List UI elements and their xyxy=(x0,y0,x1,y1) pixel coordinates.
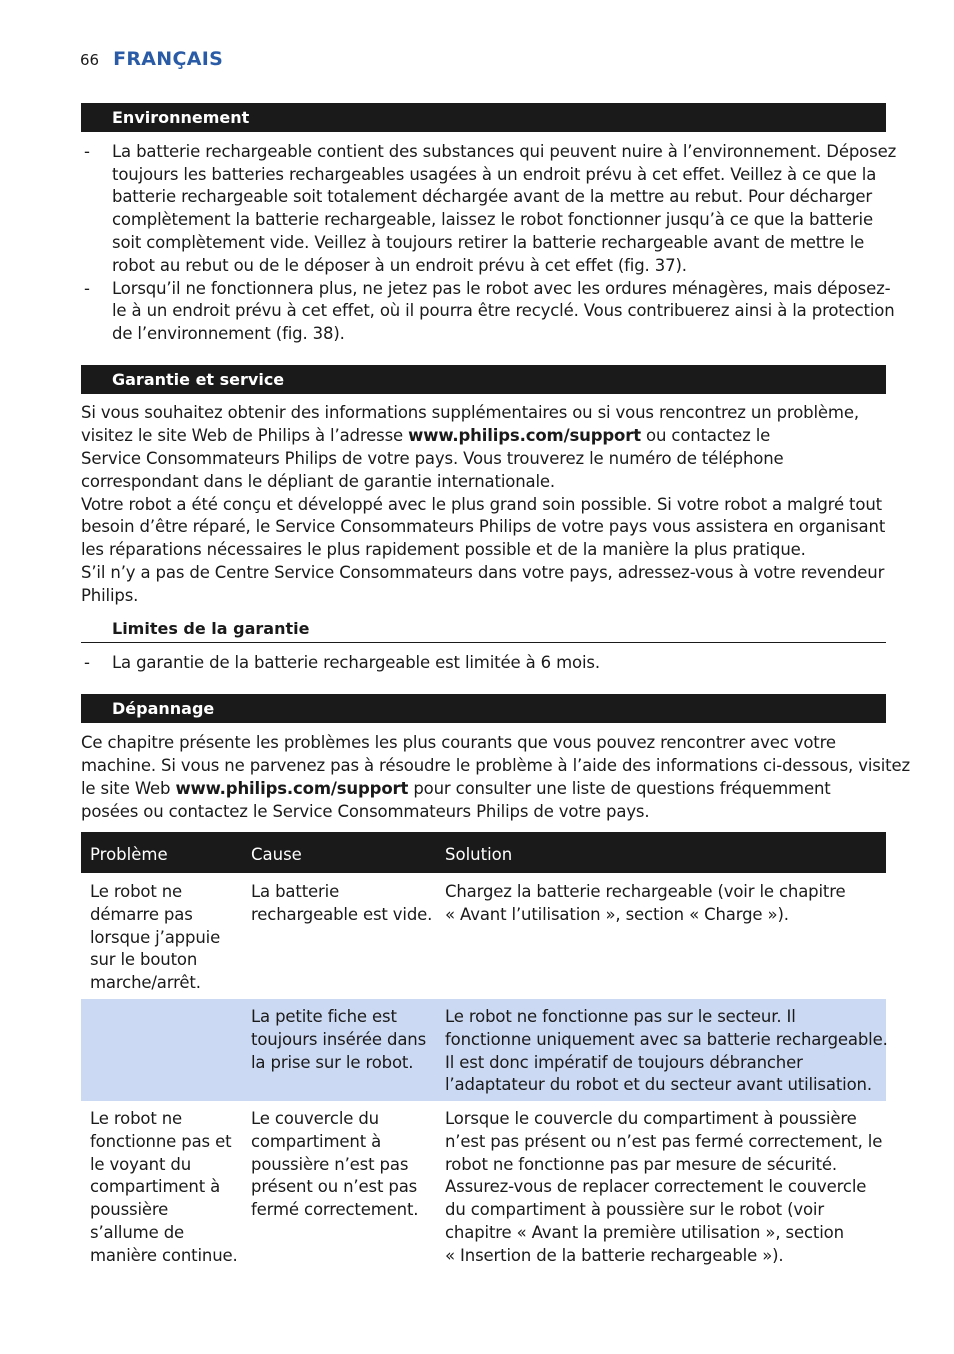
cell-line: fermé correctement. xyxy=(251,1200,419,1220)
text-line: complètement la batterie rechargeable, laissez le robot fonctionner jusqu’à ce que la batterie xyxy=(112,210,873,229)
text-line: correspondant dans le dépliant de garantie internationale. xyxy=(81,472,556,491)
troubleshooting-table xyxy=(81,832,886,1281)
cell-line: poussière n’est pas xyxy=(251,1154,409,1174)
text-span: pour consulter une liste de questions fréquemment xyxy=(408,779,831,798)
section-bar-environnement: Environnement xyxy=(81,103,886,132)
cell-line: robot ne fonctionne pas par mesure de sécurité. xyxy=(445,1154,838,1174)
cell-line: présent ou n’est pas xyxy=(251,1177,418,1197)
support-link[interactable]: www.philips.com/support xyxy=(175,779,409,798)
text-line: Si vous souhaitez obtenir des informations supplémentaires ou si vous rencontrez un problème, xyxy=(81,403,859,422)
text-line: Philips. xyxy=(81,586,139,605)
text-span: ou contactez le xyxy=(640,426,771,445)
text-line: Ce chapitre présente les problèmes les plus courants que vous pouvez rencontrer avec votre xyxy=(81,733,836,752)
text-line: S’il n’y a pas de Centre Service Consommateurs dans votre pays, adressez-vous à votre revendeur xyxy=(81,563,885,582)
cell-cause xyxy=(251,1006,426,1074)
text-line: Service Consommateurs Philips de votre pays. Vous trouverez le numéro de téléphone xyxy=(81,449,784,468)
cell-line: du compartiment à poussière sur le robot (voir xyxy=(445,1200,824,1220)
text-line-with-link xyxy=(81,425,770,448)
header-probleme: Problème xyxy=(90,845,168,864)
text-line: machine. Si vous ne parvenez pas à résoudre le problème à l’aide des informations ci-dessous, visitez xyxy=(81,756,910,775)
text-line: de l’environnement (fig. 38). xyxy=(112,324,345,343)
section-bar-depannage: Dépannage xyxy=(81,694,886,723)
cell-line: La batterie xyxy=(251,882,340,901)
text-line: posées ou contactez le Service Consommateurs Philips de votre pays. xyxy=(81,802,650,821)
cell-line: toujours insérée dans xyxy=(251,1029,427,1049)
cell-line: Le robot ne fonctionne pas sur le secteur. Il xyxy=(445,1007,796,1026)
cell-line: Le couvercle du xyxy=(251,1109,379,1128)
cell-line: n’est pas présent ou n’est pas fermé correctement, le xyxy=(445,1131,883,1151)
text-line: besoin d’être réparé, le Service Consommateurs Philips de votre pays vous assistera en organisant xyxy=(81,517,886,536)
cell-line: s’allume de xyxy=(90,1222,185,1242)
text-line-with-link xyxy=(81,778,831,801)
cell-line: La petite fiche est xyxy=(251,1007,397,1026)
header-cause: Cause xyxy=(251,845,302,864)
subheading-limites: Limites de la garantie xyxy=(81,617,886,643)
bullet-dash: - xyxy=(84,142,90,161)
cell-line: poussière xyxy=(90,1200,169,1220)
cell-line: Assurez-vous de replacer correctement le couvercle xyxy=(445,1177,867,1197)
cell-problem xyxy=(90,881,220,995)
cell-line: « Insertion de la batterie rechargeable »). xyxy=(445,1245,784,1265)
text-line: les réparations nécessaires le plus rapidement possible et de la manière la plus pratique. xyxy=(81,540,806,559)
text-line: Lorsqu’il ne fonctionnera plus, ne jetez pas le robot avec les ordures ménagères, mais déposez- xyxy=(112,279,891,298)
cell-line: marche/arrêt. xyxy=(90,973,201,993)
page-header xyxy=(80,48,223,74)
text-line: robot au rebut ou de le déposer à un endroit prévu à cet effet (fig. 37). xyxy=(112,256,687,275)
bullet-dash: - xyxy=(84,279,90,298)
cell-line: le voyant du xyxy=(90,1154,192,1174)
cell-line: manière continue. xyxy=(90,1245,238,1265)
text-span: le site Web xyxy=(81,779,176,798)
text-line: Votre robot a été conçu et développé avec le plus grand soin possible. Si votre robot a malgré tout xyxy=(81,495,882,514)
cell-line: « Avant l’utilisation », section « Charge »). xyxy=(445,904,789,924)
text-line: le à un endroit prévu à cet effet, où il pourra être recyclé. Vous contribuerez ainsi à la protection xyxy=(112,301,895,320)
cell-line: chapitre « Avant la première utilisation », section xyxy=(445,1222,844,1242)
cell-line: lorsque j’appuie xyxy=(90,927,221,947)
cell-solution xyxy=(445,1006,888,1097)
support-link[interactable]: www.philips.com/support xyxy=(408,426,641,445)
cell-line: Lorsque le couvercle du compartiment à poussière xyxy=(445,1109,857,1128)
text-line: toujours les batteries rechargeables usagées à un endroit prévu à cet effet. Veillez à ce que la xyxy=(112,165,877,184)
cell-line: fonctionne uniquement avec sa batterie rechargeable. xyxy=(445,1029,888,1049)
text-line: batterie rechargeable soit totalement déchargée avant de la mettre au rebut. Pour décharger xyxy=(112,187,873,206)
table-header xyxy=(81,832,886,873)
cell-cause xyxy=(251,1108,418,1222)
table-row xyxy=(81,873,886,999)
cell-line: la prise sur le robot. xyxy=(251,1052,414,1072)
language-title: FRANÇAIS xyxy=(113,48,224,70)
cell-line: compartiment à xyxy=(251,1131,382,1151)
cell-line: fonctionne pas et xyxy=(90,1131,232,1151)
text-line: La batterie rechargeable contient des substances qui peuvent nuire à l’environnement. Déposez xyxy=(112,142,897,161)
header-solution: Solution xyxy=(445,845,513,864)
cell-problem xyxy=(90,1108,238,1268)
cell-line: sur le bouton xyxy=(90,950,198,970)
cell-line: l’adaptateur du robot et du secteur avant utilisation. xyxy=(445,1075,872,1095)
cell-line: démarre pas xyxy=(90,904,193,924)
section-bar-garantie: Garantie et service xyxy=(81,365,886,394)
table-row xyxy=(81,1101,886,1281)
cell-line: Il est donc impératif de toujours débrancher xyxy=(445,1052,803,1072)
text-line: soit complètement vide. Veillez à toujours retirer la batterie rechargeable avant de mettre le xyxy=(112,233,865,252)
page-number: 66 xyxy=(80,51,100,69)
cell-cause xyxy=(251,881,432,927)
cell-solution xyxy=(445,1108,882,1268)
bullet-dash: - xyxy=(84,653,90,672)
cell-line: Le robot ne xyxy=(90,882,183,901)
cell-line: Chargez la batterie rechargeable (voir le chapitre xyxy=(445,882,846,901)
cell-line: compartiment à xyxy=(90,1177,221,1197)
cell-solution xyxy=(445,881,846,927)
text-span: visitez le site Web de Philips à l’adresse xyxy=(81,426,409,445)
limites-bullet: La garantie de la batterie rechargeable est limitée à 6 mois. xyxy=(112,653,600,672)
cell-line: rechargeable est vide. xyxy=(251,904,433,924)
table-row xyxy=(81,999,886,1101)
cell-line: Le robot ne xyxy=(90,1109,183,1128)
